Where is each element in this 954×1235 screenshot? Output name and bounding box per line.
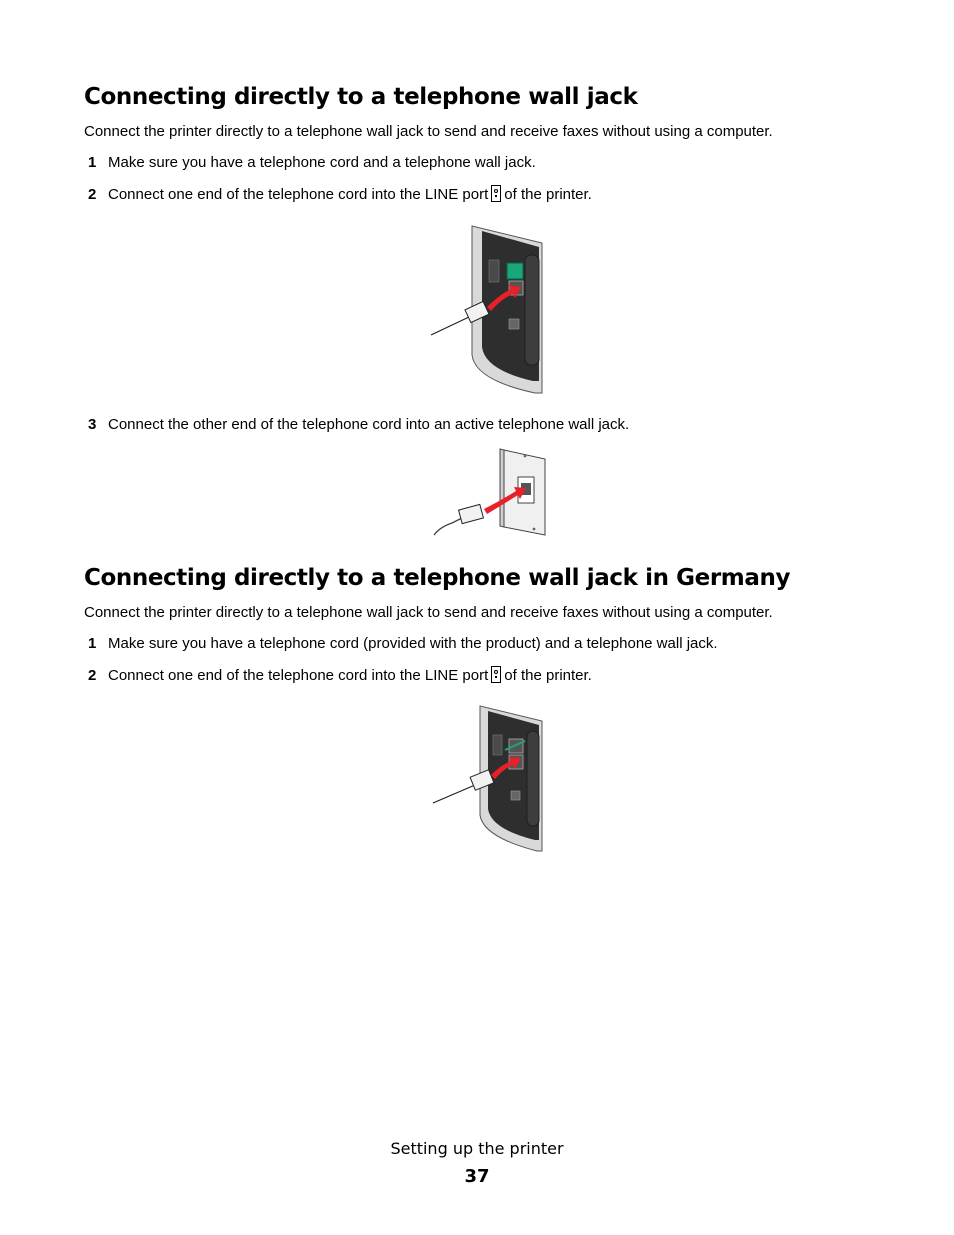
step-number: 1 — [88, 635, 97, 652]
section-intro: Connect the printer directly to a telephone wall jack to send and receive faxes without using a computer. — [84, 604, 773, 621]
wall-jack-illustration — [430, 447, 550, 539]
line-port-icon — [491, 666, 501, 683]
printer-back-panel-illustration — [425, 225, 545, 395]
step-item — [88, 666, 592, 684]
footer-chapter-title: Setting up the printer — [390, 1139, 564, 1158]
section-heading: Connecting directly to a telephone wall jack — [84, 84, 638, 110]
usb-port-icon — [509, 319, 519, 329]
step-text: Make sure you have a telephone cord and a telephone wall jack. — [108, 154, 536, 171]
step-text: Connect one end of the telephone cord into the LINE port — [108, 667, 489, 684]
step-number: 2 — [88, 667, 97, 684]
step-text: Connect the other end of the telephone cord into an active telephone wall jack. — [108, 416, 630, 433]
usb-port-icon — [511, 791, 520, 800]
step-item — [88, 185, 592, 203]
step-text: Connect one end of the telephone cord into the LINE port — [108, 186, 489, 203]
printer-back-panel-germany-illustration — [425, 705, 545, 853]
step-item — [88, 416, 629, 433]
section-intro: Connect the printer directly to a telephone wall jack to send and receive faxes without using a computer. — [84, 123, 773, 140]
step-number: 1 — [88, 154, 97, 171]
line-port-icon — [491, 185, 501, 202]
ext-port-icon — [507, 263, 523, 279]
step-text: of the printer. — [504, 186, 592, 203]
step-number: 3 — [88, 416, 97, 433]
step-number: 2 — [88, 186, 97, 203]
step-item — [88, 154, 536, 171]
step-text: Make sure you have a telephone cord (provided with the product) and a telephone wall jack. — [108, 635, 718, 652]
page-number: 37 — [464, 1166, 490, 1187]
section-heading: Connecting directly to a telephone wall jack in Germany — [84, 565, 791, 591]
step-item — [88, 635, 718, 652]
step-text: of the printer. — [504, 667, 592, 684]
